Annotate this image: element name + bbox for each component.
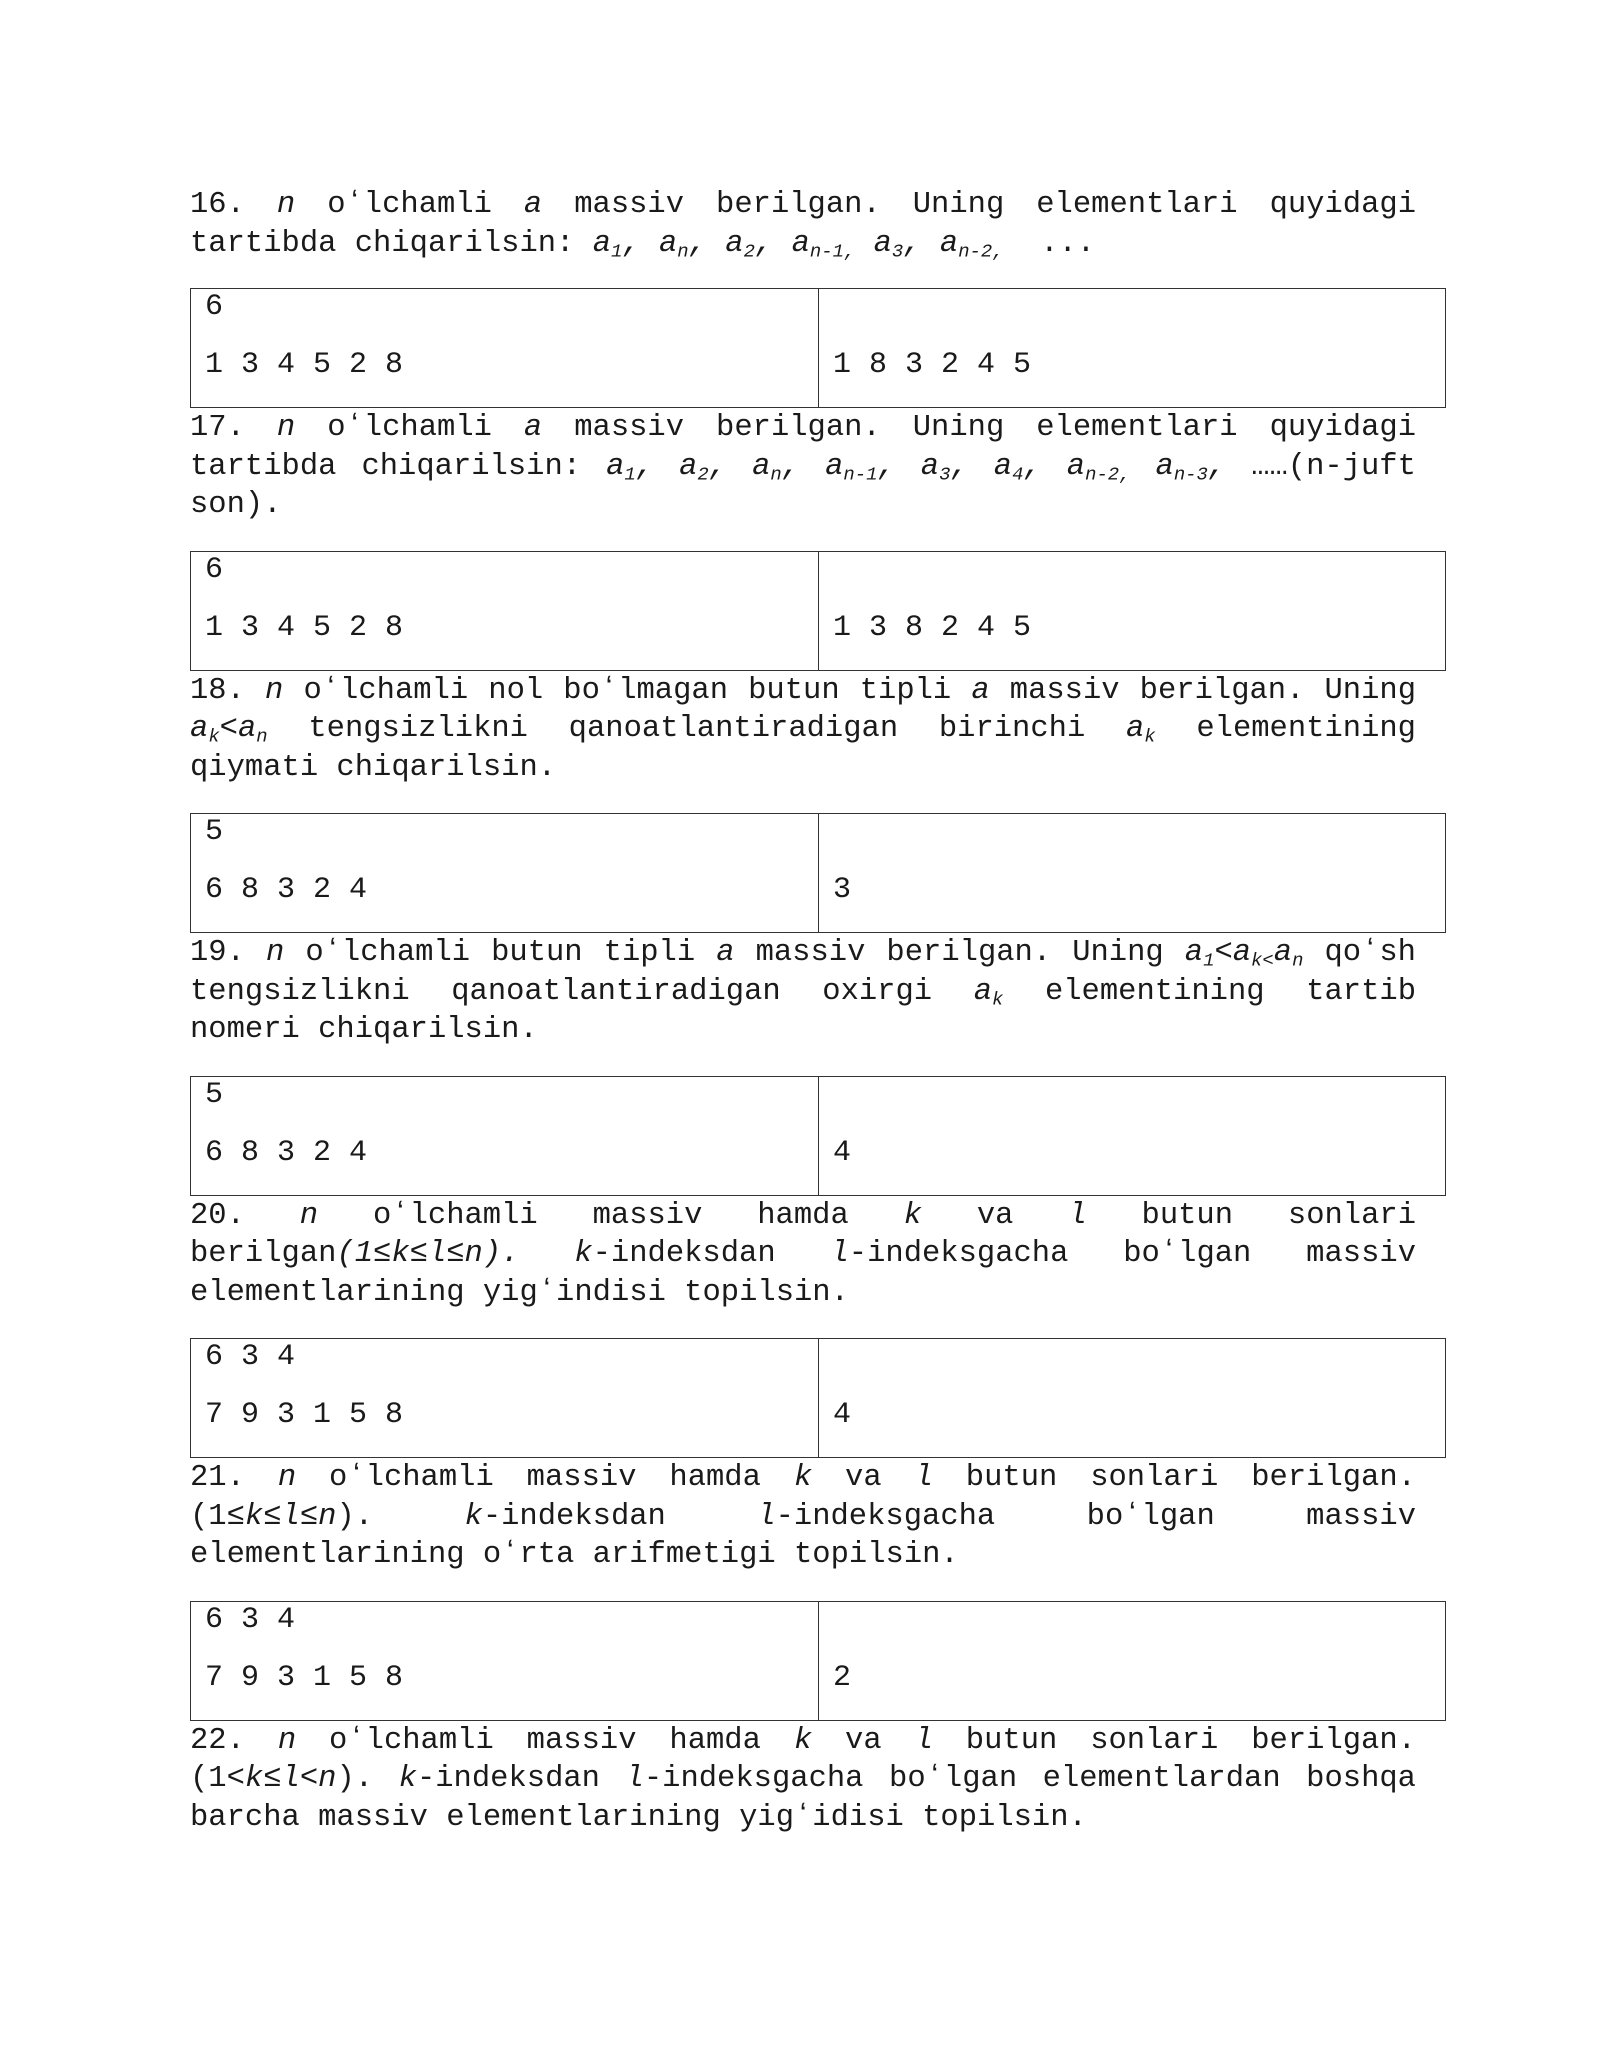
example-input-cell <box>191 1077 819 1195</box>
input-size: 5 <box>205 1077 224 1112</box>
input-size: 6 <box>205 552 224 587</box>
example-input-cell <box>191 1339 819 1457</box>
input-array: 7 9 3 1 5 8 <box>205 1398 404 1432</box>
problem-22-text: 22. n oʻlchamli massiv hamda k va l butun sonlari berilgan. (1<k≤l<n). k-indeksdan l-indeksgacha boʻlgan elementlardan boshqa barcha massiv elementlarining yigʻidisi topilsin. <box>190 1723 1416 1835</box>
input-array: 6 8 3 2 4 <box>205 1135 368 1170</box>
example-table-21 <box>190 1601 1446 1721</box>
output-value: 4 <box>833 1398 852 1432</box>
problem-21-text: 21. n oʻlchamli massiv hamda k va l butun sonlari berilgan. (1≤k≤l≤n). k-indeksdan l-indeksgacha boʻlgan massiv elementlarining oʻrta arifmetigi topilsin. <box>190 1461 1416 1572</box>
example-input-cell <box>191 814 819 932</box>
example-table-20 <box>190 1338 1446 1458</box>
example-output-cell <box>819 1339 1445 1457</box>
input-params: 6 3 4 <box>205 1340 296 1374</box>
example-table-18 <box>190 813 1446 933</box>
output-value: 1 3 8 2 4 5 <box>833 610 1032 645</box>
problem-16-text: 16. n oʻlchamli a massiv berilgan. Uning elementlari quyidagi tartibda chiqarilsin: $a_1$, $a_n$, $a_2$, $a_{n-1,}$ $a_3$, $a_{n-2,}$ ... <box>190 188 1417 262</box>
example-input-cell <box>191 289 819 407</box>
input-array: 6 8 3 2 4 <box>205 873 368 907</box>
input-size: 6 <box>205 290 224 324</box>
output-value: 3 <box>833 873 852 907</box>
example-input-cell <box>191 552 819 670</box>
document-page <box>190 186 1416 1837</box>
input-array: 1 3 4 5 2 8 <box>205 610 404 645</box>
output-value: 2 <box>833 1660 852 1695</box>
input-params: 6 3 4 <box>205 1602 296 1637</box>
problem-19-text: 19. n oʻlchamli butun tipli a massiv berilgan. Uning $a_1<a_{k<}a_n$ qoʻsh tengsizlikni qanoatlantiradigan oxirgi $a_k$ elementining tartib nomeri chiqarilsin. <box>190 936 1416 1047</box>
example-output-cell <box>819 289 1445 407</box>
example-output-cell <box>819 552 1445 670</box>
example-output-cell <box>819 1077 1445 1195</box>
problem-18-text: 18. n oʻlchamli nol boʻlmagan butun tipli a massiv berilgan. Uning $a_k<a_n$ tengsizlikni qanoatlantiradigan birinchi $a_k$ elementining qiymati chiqarilsin. <box>190 673 1417 785</box>
example-input-cell <box>191 1602 819 1720</box>
example-output-cell <box>819 1602 1445 1720</box>
input-size: 5 <box>205 815 224 849</box>
example-output-cell <box>819 814 1445 932</box>
input-array: 1 3 4 5 2 8 <box>205 348 404 382</box>
problem-17-text: 17. n oʻlchamli a massiv berilgan. Uning elementlari quyidagi tartibda chiqarilsin: $a_1$, $a_2$, $a_n$, $a_{n-1}$, $a_3$, $a_4$, $a_{n-2,}$ $a_{n-3}$, ……(n-juft son). <box>190 411 1417 522</box>
problem-20-text: 20. n oʻlchamli massiv hamda k va l butun sonlari berilgan(1≤k≤l≤n). k-indeksdan l-indeksgacha boʻlgan massiv elementlarining yigʻindisi topilsin. <box>190 1198 1417 1310</box>
output-value: 4 <box>833 1135 852 1170</box>
output-value: 1 8 3 2 4 5 <box>833 348 1032 382</box>
input-array: 7 9 3 1 5 8 <box>205 1660 404 1695</box>
example-table-19 <box>190 1076 1446 1196</box>
example-table-17 <box>190 551 1446 671</box>
example-table-16 <box>190 288 1446 408</box>
